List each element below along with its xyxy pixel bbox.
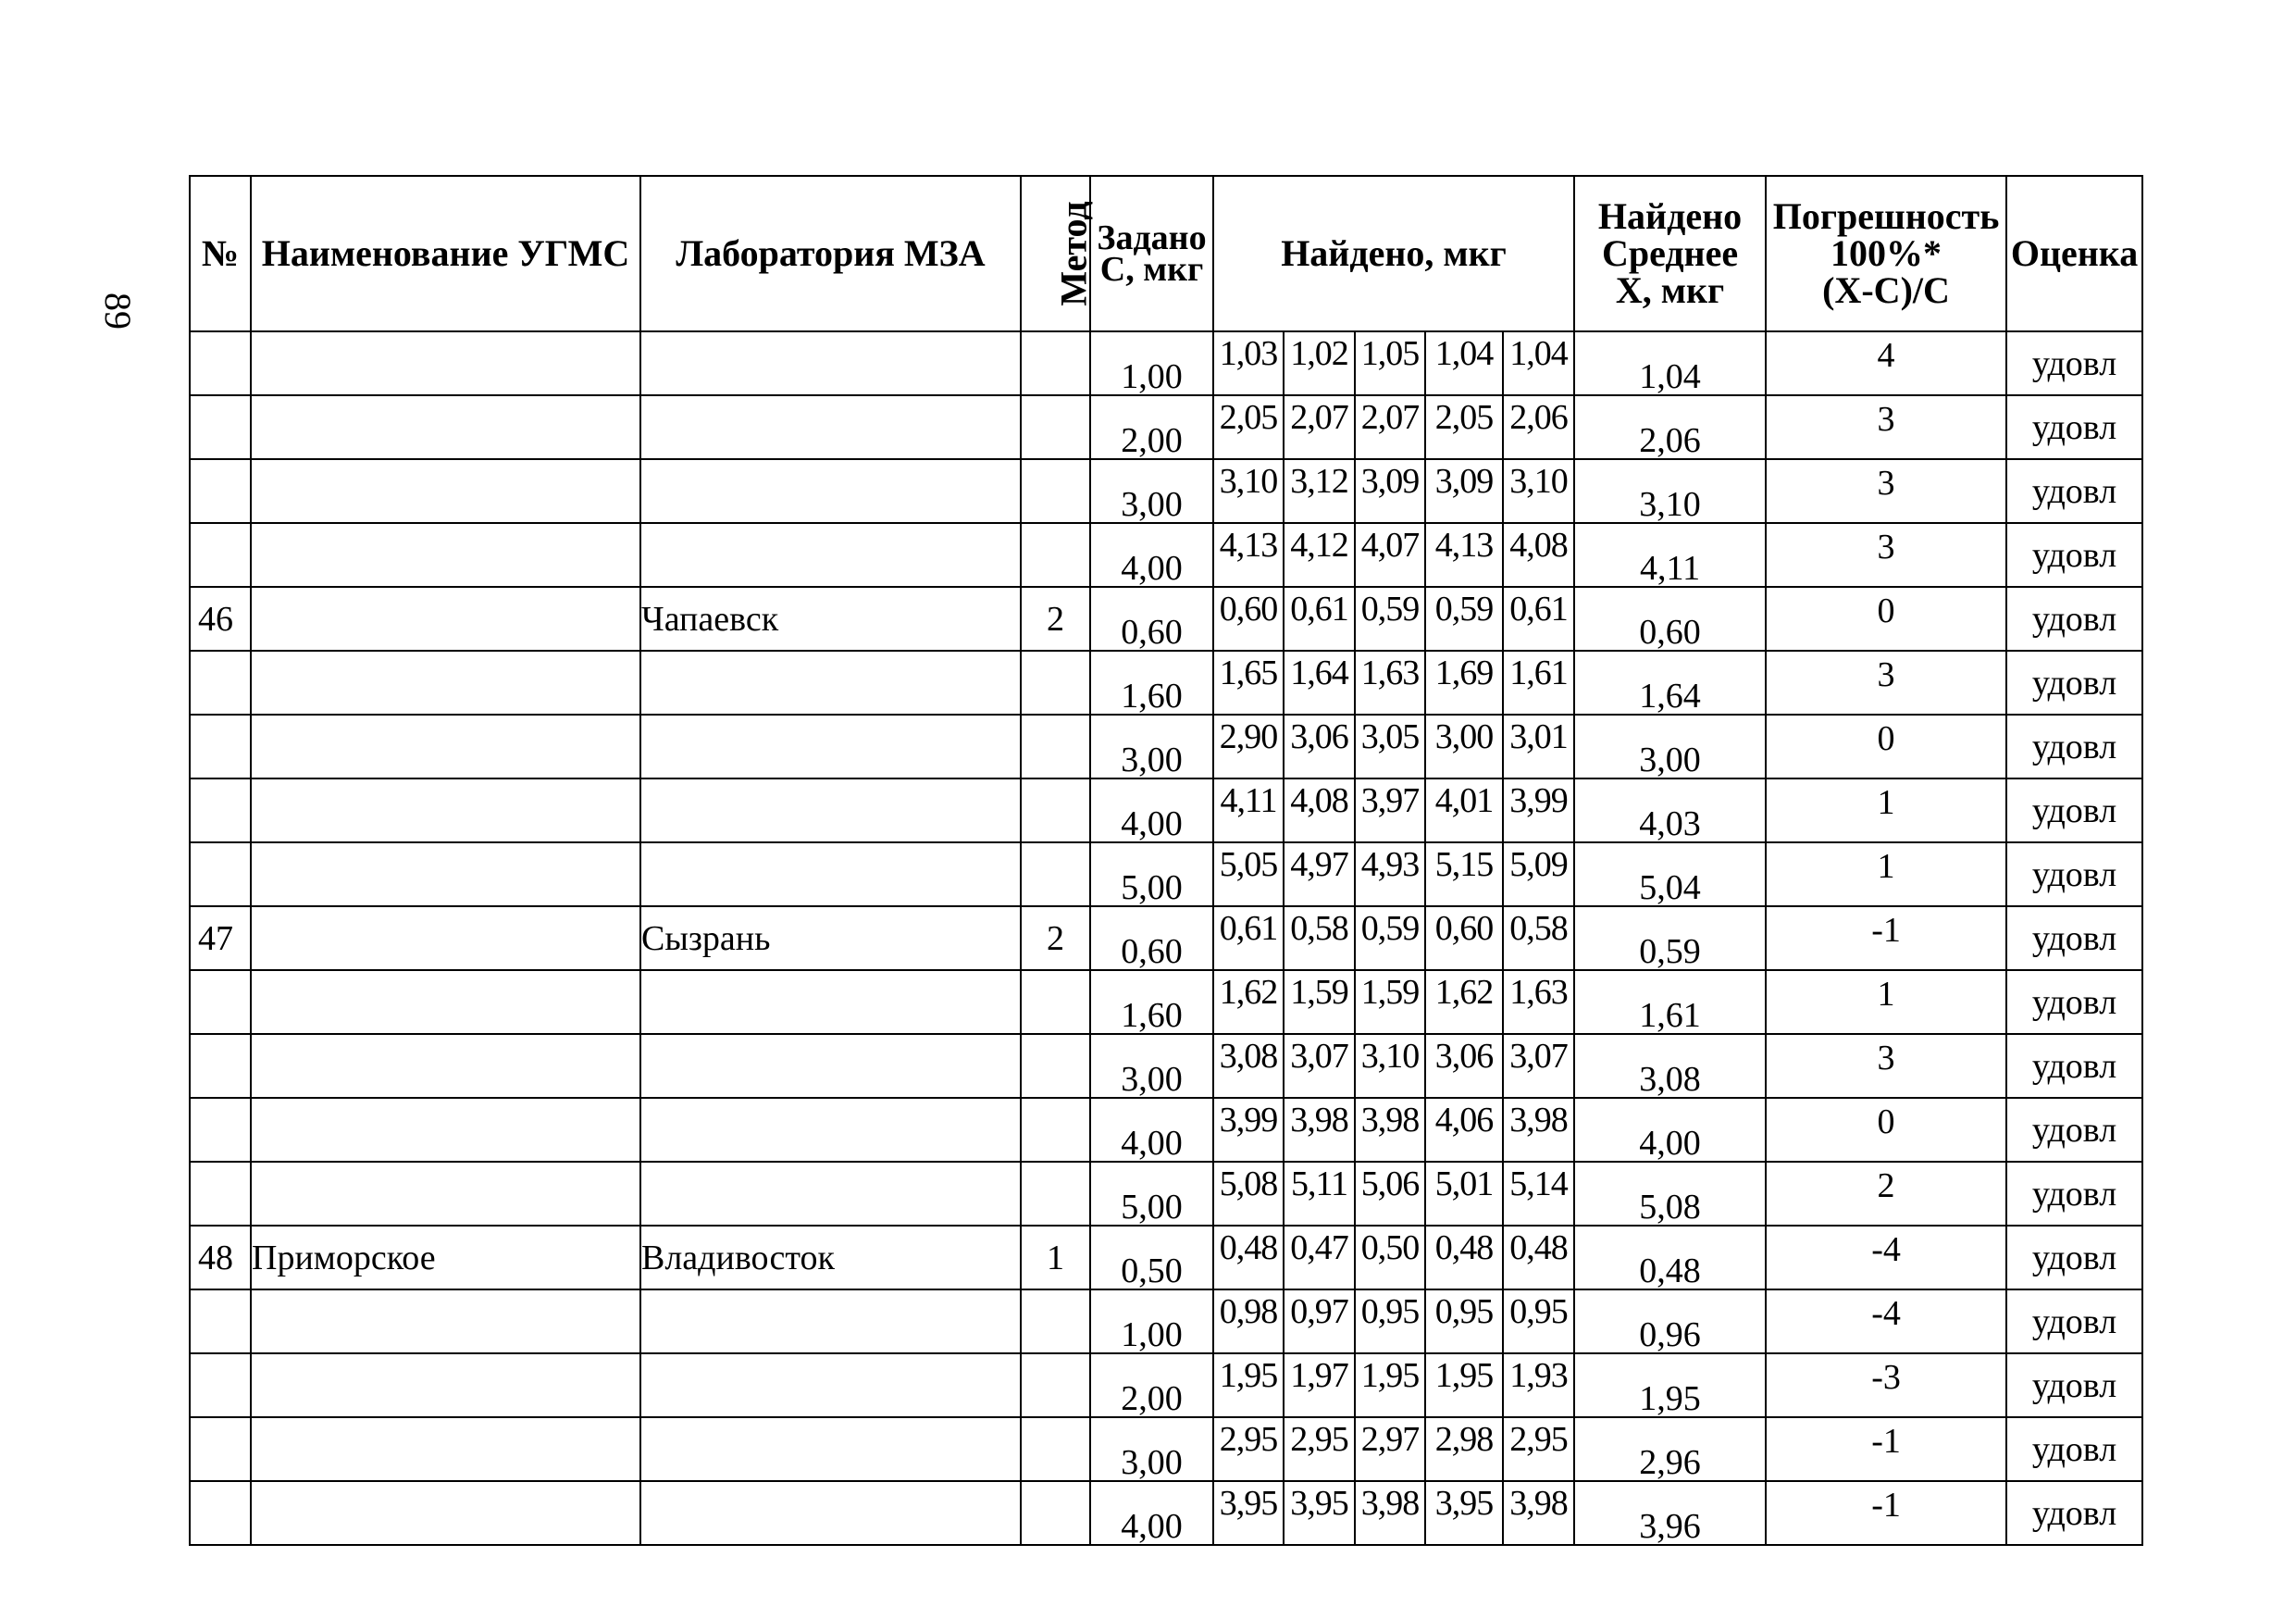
cell-found-1: 1,65: [1213, 651, 1284, 715]
cell-lab: [640, 1417, 1021, 1481]
cell-found-1: 0,98: [1213, 1289, 1284, 1353]
cell-method: [1021, 842, 1090, 906]
cell-found-5: 3,98: [1503, 1098, 1574, 1162]
header-ugms: Наименование УГМС: [251, 176, 640, 331]
table-row: [190, 459, 2142, 523]
cell-found-1: 1,62: [1213, 970, 1284, 1034]
cell-lab: [640, 1098, 1021, 1162]
cell-number: [190, 395, 251, 459]
cell-found-5: 1,61: [1503, 651, 1574, 715]
cell-number: [190, 715, 251, 778]
cell-average: 5,04: [1574, 842, 1766, 906]
cell-method: 1: [1021, 1226, 1090, 1289]
header-given-line2: С, мкг: [1099, 250, 1204, 289]
header-evaluation: Оценка: [2006, 176, 2142, 331]
cell-number: [190, 459, 251, 523]
cell-number: 46: [190, 587, 251, 651]
cell-evaluation: удовл: [2006, 331, 2142, 395]
cell-found-3: 4,07: [1355, 523, 1425, 587]
table-row: [190, 1417, 2142, 1481]
cell-average: 4,03: [1574, 778, 1766, 842]
cell-found-2: 1,97: [1284, 1353, 1355, 1417]
cell-lab: [640, 970, 1021, 1034]
cell-given: 1,00: [1090, 1289, 1213, 1353]
cell-found-3: 1,59: [1355, 970, 1425, 1034]
cell-method: [1021, 1162, 1090, 1226]
cell-evaluation: удовл: [2006, 1098, 2142, 1162]
cell-average: 1,61: [1574, 970, 1766, 1034]
table-row: [190, 395, 2142, 459]
cell-error: 2: [1766, 1162, 2006, 1226]
cell-method: [1021, 1417, 1090, 1481]
cell-ugms: [251, 778, 640, 842]
cell-evaluation: удовл: [2006, 715, 2142, 778]
header-given: [1090, 176, 1213, 331]
cell-found-2: 1,59: [1284, 970, 1355, 1034]
cell-method: [1021, 331, 1090, 395]
header-number: №: [190, 176, 251, 331]
cell-evaluation: удовл: [2006, 1034, 2142, 1098]
cell-average: 3,00: [1574, 715, 1766, 778]
cell-found-1: 3,08: [1213, 1034, 1284, 1098]
cell-found-4: 3,06: [1425, 1034, 1503, 1098]
cell-lab: [640, 395, 1021, 459]
cell-error: 4: [1766, 331, 2006, 395]
cell-method: [1021, 395, 1090, 459]
cell-lab: [640, 523, 1021, 587]
cell-ugms: [251, 651, 640, 715]
cell-lab: [640, 1162, 1021, 1226]
cell-number: [190, 1417, 251, 1481]
cell-lab: [640, 331, 1021, 395]
cell-given: 0,50: [1090, 1226, 1213, 1289]
table-row: [190, 523, 2142, 587]
cell-found-4: 4,13: [1425, 523, 1503, 587]
cell-average: 5,08: [1574, 1162, 1766, 1226]
cell-found-2: 3,07: [1284, 1034, 1355, 1098]
cell-found-1: 5,08: [1213, 1162, 1284, 1226]
cell-found-3: 0,95: [1355, 1289, 1425, 1353]
cell-found-1: 0,48: [1213, 1226, 1284, 1289]
cell-found-4: 4,01: [1425, 778, 1503, 842]
cell-ugms: [251, 970, 640, 1034]
header-method-label: Метод: [1052, 201, 1095, 306]
cell-lab: [640, 778, 1021, 842]
cell-found-4: 5,01: [1425, 1162, 1503, 1226]
cell-lab: Чапаевск: [640, 587, 1021, 651]
header-error-line1: Погрешность: [1772, 195, 2000, 237]
cell-method: [1021, 523, 1090, 587]
cell-found-5: 1,04: [1503, 331, 1574, 395]
header-error-line3: (Х-С)/С: [1822, 269, 1950, 311]
cell-found-5: 4,08: [1503, 523, 1574, 587]
cell-found-1: 2,05: [1213, 395, 1284, 459]
cell-error: 3: [1766, 1034, 2006, 1098]
cell-found-2: 3,06: [1284, 715, 1355, 778]
cell-ugms: [251, 523, 640, 587]
cell-found-3: 3,10: [1355, 1034, 1425, 1098]
cell-error: -3: [1766, 1353, 2006, 1417]
cell-found-5: 1,93: [1503, 1353, 1574, 1417]
table-body: [190, 331, 2142, 1545]
cell-found-1: 3,99: [1213, 1098, 1284, 1162]
cell-found-5: 2,06: [1503, 395, 1574, 459]
cell-evaluation: удовл: [2006, 1226, 2142, 1289]
cell-evaluation: удовл: [2006, 778, 2142, 842]
cell-lab: [640, 1034, 1021, 1098]
cell-average: 2,06: [1574, 395, 1766, 459]
cell-found-4: 0,95: [1425, 1289, 1503, 1353]
cell-ugms: [251, 395, 640, 459]
cell-found-3: 1,95: [1355, 1353, 1425, 1417]
table-row: [190, 587, 2142, 651]
cell-given: 1,00: [1090, 331, 1213, 395]
cell-found-4: 1,69: [1425, 651, 1503, 715]
cell-found-4: 3,09: [1425, 459, 1503, 523]
cell-average: 0,96: [1574, 1289, 1766, 1353]
cell-average: 0,59: [1574, 906, 1766, 970]
cell-lab: [640, 459, 1021, 523]
cell-found-3: 3,98: [1355, 1098, 1425, 1162]
cell-evaluation: удовл: [2006, 395, 2142, 459]
cell-found-5: 3,99: [1503, 778, 1574, 842]
cell-evaluation: удовл: [2006, 1353, 2142, 1417]
cell-evaluation: удовл: [2006, 906, 2142, 970]
cell-number: [190, 651, 251, 715]
cell-lab: [640, 1481, 1021, 1545]
table-row: [190, 1098, 2142, 1162]
cell-found-2: 2,07: [1284, 395, 1355, 459]
cell-found-4: 0,59: [1425, 587, 1503, 651]
cell-ugms: [251, 1034, 640, 1098]
table-row: [190, 970, 2142, 1034]
cell-found-2: 3,98: [1284, 1098, 1355, 1162]
cell-error: 3: [1766, 459, 2006, 523]
cell-found-2: 4,97: [1284, 842, 1355, 906]
table-row: [190, 1353, 2142, 1417]
cell-number: [190, 778, 251, 842]
cell-average: 2,96: [1574, 1417, 1766, 1481]
cell-lab: Владивосток: [640, 1226, 1021, 1289]
cell-found-4: 2,98: [1425, 1417, 1503, 1481]
cell-number: 48: [190, 1226, 251, 1289]
cell-average: 1,64: [1574, 651, 1766, 715]
table-row: [190, 1289, 2142, 1353]
cell-number: [190, 1034, 251, 1098]
cell-average: 4,11: [1574, 523, 1766, 587]
cell-average: 3,96: [1574, 1481, 1766, 1545]
cell-found-4: 0,48: [1425, 1226, 1503, 1289]
cell-method: [1021, 778, 1090, 842]
cell-found-5: 1,63: [1503, 970, 1574, 1034]
cell-evaluation: удовл: [2006, 1481, 2142, 1545]
cell-number: [190, 970, 251, 1034]
cell-method: [1021, 1289, 1090, 1353]
cell-given: 3,00: [1090, 1034, 1213, 1098]
cell-found-3: 1,63: [1355, 651, 1425, 715]
cell-lab: [640, 651, 1021, 715]
cell-ugms: [251, 331, 640, 395]
cell-found-3: 3,05: [1355, 715, 1425, 778]
cell-lab: [640, 1353, 1021, 1417]
cell-found-5: 5,09: [1503, 842, 1574, 906]
cell-found-2: 0,58: [1284, 906, 1355, 970]
cell-found-3: 2,07: [1355, 395, 1425, 459]
cell-lab: [640, 1289, 1021, 1353]
table-row: [190, 651, 2142, 715]
cell-ugms: [251, 1481, 640, 1545]
cell-evaluation: удовл: [2006, 1162, 2142, 1226]
header-given-line1: Задано: [1097, 218, 1207, 257]
cell-method: 2: [1021, 906, 1090, 970]
cell-evaluation: удовл: [2006, 651, 2142, 715]
cell-average: 0,48: [1574, 1226, 1766, 1289]
cell-ugms: [251, 906, 640, 970]
cell-average: 1,95: [1574, 1353, 1766, 1417]
cell-found-4: 5,15: [1425, 842, 1503, 906]
header-method: [1021, 176, 1095, 331]
cell-given: 0,60: [1090, 587, 1213, 651]
cell-ugms: [251, 1162, 640, 1226]
cell-found-2: 3,12: [1284, 459, 1355, 523]
cell-average: 4,00: [1574, 1098, 1766, 1162]
cell-error: 3: [1766, 395, 2006, 459]
cell-found-4: 1,95: [1425, 1353, 1503, 1417]
cell-found-4: 1,04: [1425, 331, 1503, 395]
cell-found-5: 3,98: [1503, 1481, 1574, 1545]
cell-found-5: 0,48: [1503, 1226, 1574, 1289]
cell-error: 3: [1766, 651, 2006, 715]
table-row: [190, 1162, 2142, 1226]
cell-found-1: 0,61: [1213, 906, 1284, 970]
header-error-line2: 100%*: [1831, 232, 1942, 274]
cell-found-5: 3,10: [1503, 459, 1574, 523]
cell-given: 4,00: [1090, 1098, 1213, 1162]
cell-found-2: 0,97: [1284, 1289, 1355, 1353]
cell-found-3: 0,50: [1355, 1226, 1425, 1289]
cell-ugms: [251, 715, 640, 778]
cell-ugms: [251, 459, 640, 523]
cell-method: [1021, 651, 1090, 715]
cell-found-5: 3,01: [1503, 715, 1574, 778]
cell-method: [1021, 970, 1090, 1034]
cell-given: 5,00: [1090, 1162, 1213, 1226]
cell-number: [190, 1481, 251, 1545]
cell-lab: [640, 715, 1021, 778]
cell-method: [1021, 1034, 1090, 1098]
cell-found-2: 5,11: [1284, 1162, 1355, 1226]
cell-average: 1,04: [1574, 331, 1766, 395]
cell-average: 0,60: [1574, 587, 1766, 651]
table-header-row: [190, 176, 2142, 331]
cell-found-4: 4,06: [1425, 1098, 1503, 1162]
cell-method: [1021, 1353, 1090, 1417]
cell-given: 3,00: [1090, 715, 1213, 778]
cell-found-3: 3,98: [1355, 1481, 1425, 1545]
cell-average: 3,08: [1574, 1034, 1766, 1098]
table-row: [190, 1481, 2142, 1545]
header-lab: Лаборатория МЗА: [640, 176, 1021, 331]
cell-found-3: 0,59: [1355, 906, 1425, 970]
cell-lab: Сызрань: [640, 906, 1021, 970]
table-row: [190, 1034, 2142, 1098]
cell-method: [1021, 1481, 1090, 1545]
cell-average: 3,10: [1574, 459, 1766, 523]
cell-given: 5,00: [1090, 842, 1213, 906]
header-average-line2: Среднее: [1601, 232, 1739, 274]
header-average-line3: Х, мкг: [1615, 269, 1725, 311]
header-error: [1766, 176, 2006, 331]
cell-found-3: 0,59: [1355, 587, 1425, 651]
cell-found-2: 0,61: [1284, 587, 1355, 651]
table-row: [190, 715, 2142, 778]
cell-given: 2,00: [1090, 395, 1213, 459]
cell-found-5: 0,58: [1503, 906, 1574, 970]
cell-found-3: 3,97: [1355, 778, 1425, 842]
cell-found-2: 4,08: [1284, 778, 1355, 842]
cell-ugms: [251, 1289, 640, 1353]
cell-found-1: 2,90: [1213, 715, 1284, 778]
cell-error: 0: [1766, 1098, 2006, 1162]
table-row: [190, 331, 2142, 395]
cell-found-1: 1,95: [1213, 1353, 1284, 1417]
cell-number: [190, 1162, 251, 1226]
cell-found-5: 0,95: [1503, 1289, 1574, 1353]
cell-found-3: 3,09: [1355, 459, 1425, 523]
cell-found-1: 3,10: [1213, 459, 1284, 523]
cell-given: 0,60: [1090, 906, 1213, 970]
cell-method: [1021, 1098, 1090, 1162]
cell-found-3: 1,05: [1355, 331, 1425, 395]
cell-given: 3,00: [1090, 1417, 1213, 1481]
cell-found-2: 4,12: [1284, 523, 1355, 587]
cell-error: 0: [1766, 715, 2006, 778]
cell-found-1: 5,05: [1213, 842, 1284, 906]
cell-ugms: Приморское: [251, 1226, 640, 1289]
cell-given: 4,00: [1090, 1481, 1213, 1545]
cell-evaluation: удовл: [2006, 1417, 2142, 1481]
cell-evaluation: удовл: [2006, 1289, 2142, 1353]
cell-given: 2,00: [1090, 1353, 1213, 1417]
cell-found-4: 3,00: [1425, 715, 1503, 778]
cell-given: 1,60: [1090, 651, 1213, 715]
cell-evaluation: удовл: [2006, 970, 2142, 1034]
cell-error: -1: [1766, 1481, 2006, 1545]
table-row: [190, 842, 2142, 906]
cell-number: 47: [190, 906, 251, 970]
cell-found-3: 2,97: [1355, 1417, 1425, 1481]
table-row: [190, 906, 2142, 970]
cell-found-3: 4,93: [1355, 842, 1425, 906]
page-number: 89: [97, 293, 140, 330]
cell-number: [190, 1289, 251, 1353]
cell-method: [1021, 715, 1090, 778]
cell-found-3: 5,06: [1355, 1162, 1425, 1226]
cell-found-5: 0,61: [1503, 587, 1574, 651]
cell-method: 2: [1021, 587, 1090, 651]
cell-number: [190, 842, 251, 906]
cell-error: -1: [1766, 1417, 2006, 1481]
cell-found-1: 4,13: [1213, 523, 1284, 587]
cell-found-1: 4,11: [1213, 778, 1284, 842]
cell-found-5: 2,95: [1503, 1417, 1574, 1481]
cell-error: 3: [1766, 523, 2006, 587]
cell-error: -4: [1766, 1289, 2006, 1353]
cell-ugms: [251, 1098, 640, 1162]
cell-evaluation: удовл: [2006, 459, 2142, 523]
cell-evaluation: удовл: [2006, 842, 2142, 906]
cell-evaluation: удовл: [2006, 587, 2142, 651]
cell-ugms: [251, 842, 640, 906]
cell-error: -1: [1766, 906, 2006, 970]
cell-ugms: [251, 1417, 640, 1481]
cell-evaluation: удовл: [2006, 523, 2142, 587]
cell-lab: [640, 842, 1021, 906]
cell-found-4: 2,05: [1425, 395, 1503, 459]
cell-error: 1: [1766, 778, 2006, 842]
cell-error: 0: [1766, 587, 2006, 651]
cell-found-1: 1,03: [1213, 331, 1284, 395]
cell-given: 4,00: [1090, 778, 1213, 842]
cell-found-2: 0,47: [1284, 1226, 1355, 1289]
cell-number: [190, 1353, 251, 1417]
cell-found-4: 3,95: [1425, 1481, 1503, 1545]
cell-found-2: 1,64: [1284, 651, 1355, 715]
cell-found-5: 5,14: [1503, 1162, 1574, 1226]
cell-found-4: 0,60: [1425, 906, 1503, 970]
cell-error: -4: [1766, 1226, 2006, 1289]
cell-method: [1021, 459, 1090, 523]
cell-error: 1: [1766, 970, 2006, 1034]
cell-given: 3,00: [1090, 459, 1213, 523]
cell-found-4: 1,62: [1425, 970, 1503, 1034]
cell-found-2: 2,95: [1284, 1417, 1355, 1481]
cell-found-2: 1,02: [1284, 331, 1355, 395]
cell-given: 1,60: [1090, 970, 1213, 1034]
header-average-line1: Найдено: [1597, 195, 1743, 237]
table-row: [190, 778, 2142, 842]
cell-ugms: [251, 587, 640, 651]
cell-number: [190, 1098, 251, 1162]
cell-error: 1: [1766, 842, 2006, 906]
cell-found-2: 3,95: [1284, 1481, 1355, 1545]
results-table: [189, 175, 2143, 1546]
header-found: Найдено, мкг: [1213, 176, 1574, 331]
cell-number: [190, 331, 251, 395]
table-row: [190, 1226, 2142, 1289]
cell-given: 4,00: [1090, 523, 1213, 587]
cell-number: [190, 523, 251, 587]
header-average: [1574, 176, 1766, 331]
cell-ugms: [251, 1353, 640, 1417]
cell-found-1: 2,95: [1213, 1417, 1284, 1481]
cell-found-5: 3,07: [1503, 1034, 1574, 1098]
cell-found-1: 0,60: [1213, 587, 1284, 651]
cell-found-1: 3,95: [1213, 1481, 1284, 1545]
